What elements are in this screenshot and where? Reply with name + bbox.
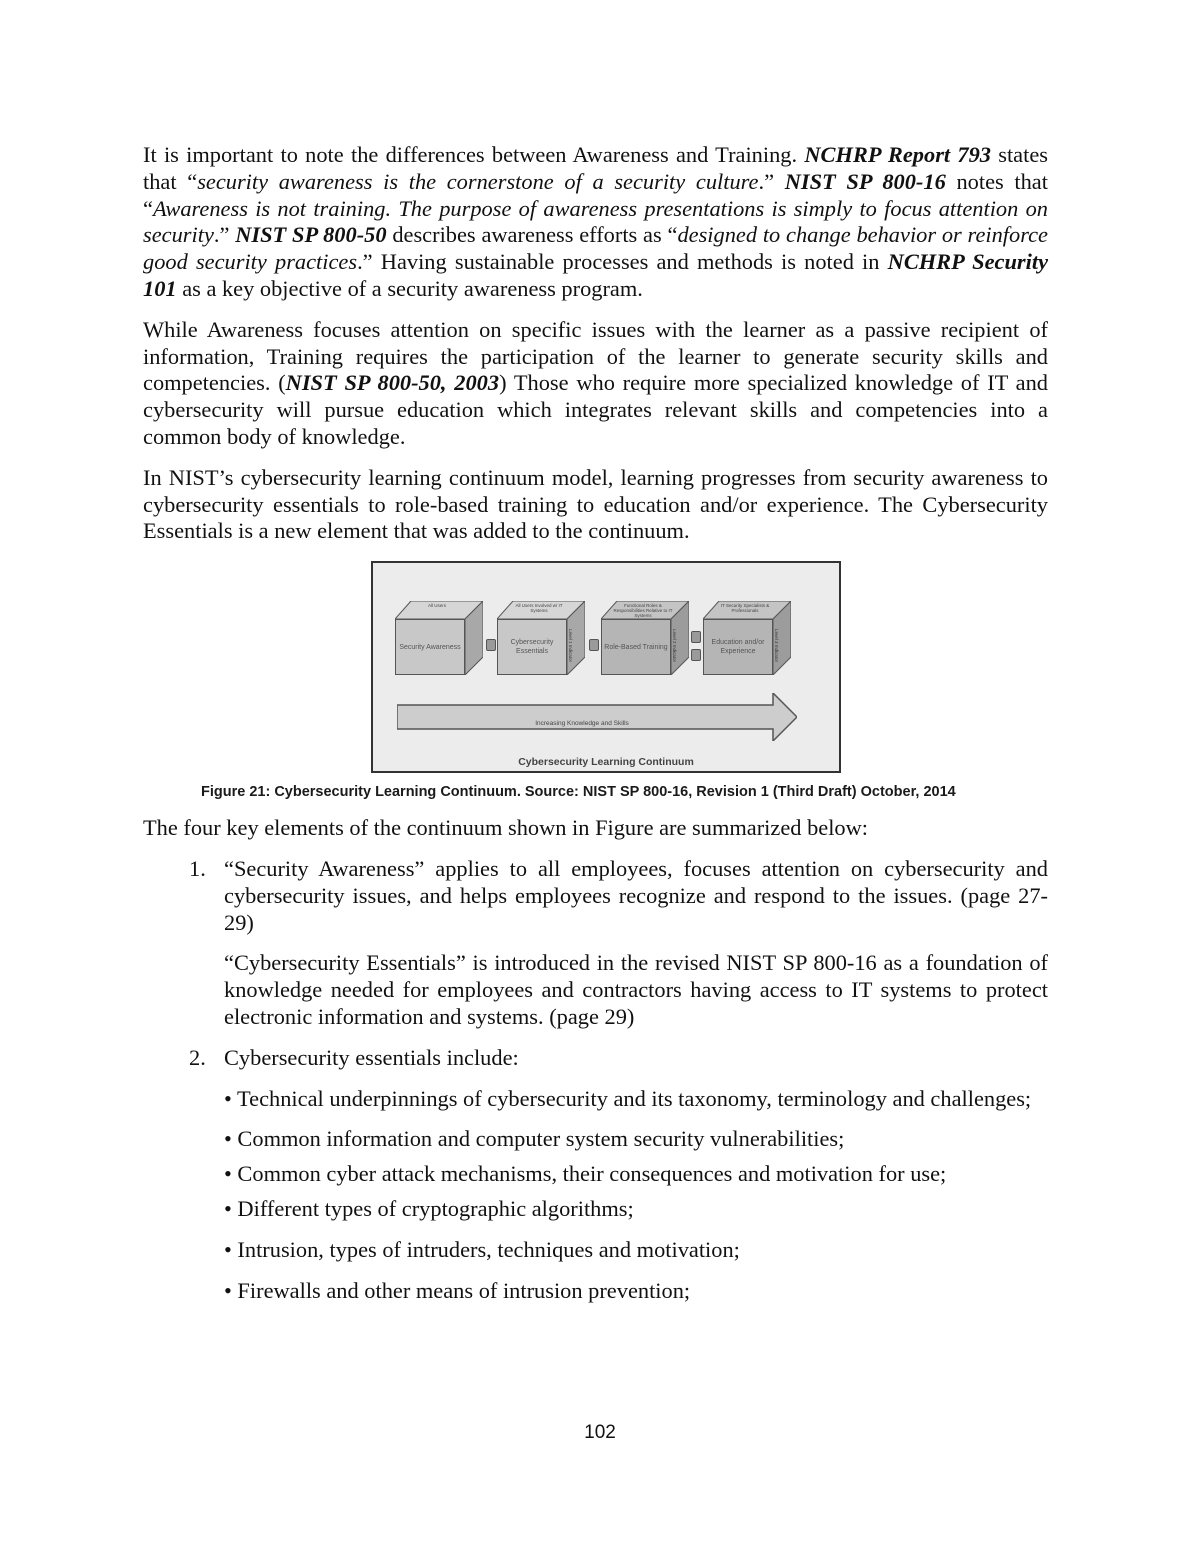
bullet-item: • Common information and computer system security vulnerabilities;	[224, 1126, 845, 1152]
cube-cybersecurity-essentials	[497, 601, 585, 677]
cube-top-label: Functional Roles & Responsibilities Relative to IT Systems	[613, 603, 673, 619]
cube-top-label: All Users	[427, 603, 446, 609]
bullet-item: • Different types of cryptographic algorithms;	[224, 1195, 634, 1221]
body-text: .”	[758, 168, 785, 194]
cube-label: Cybersecurity Essentials	[497, 619, 567, 675]
list-item-text: “Security Awareness” applies to all employees, focuses attention on cybersecurity and cybersecurity issues, and helps employees recognize and respond to the issues. (page 27- 29)	[224, 855, 1048, 935]
cube-top-label: IT Security Specialists & Professionals	[720, 603, 770, 614]
summary-intro: The four key elements of the continuum shown in Figure are summarized below:	[143, 815, 869, 841]
body-text: describes awareness efforts as “	[386, 222, 678, 248]
document-page	[143, 142, 1048, 1312]
list-item	[143, 1045, 1048, 1305]
cube-side-label: Level 3 Indicator	[774, 628, 779, 662]
connector-icon	[589, 639, 599, 651]
quoted-text: security awareness is the cornerstone of a security culture	[197, 168, 759, 194]
cube-label: Security Awareness	[395, 619, 465, 675]
body-text: ) Those who require more specialized knowledge of IT and cybersecurity will pursue education which integrates relevant skills and competencies into a common body of knowledge.	[143, 370, 1049, 449]
citation-reference: NIST SP 800-50	[235, 222, 387, 248]
bullet-item: • Technical underpinnings of cybersecurity and its taxonomy, terminology and challenges;	[224, 1085, 1032, 1111]
list-number: 2.	[189, 1044, 206, 1070]
cube-side-label: Level 2 Indicator	[672, 628, 677, 662]
quoted-text: Awareness is not training. The purpose of awareness presentations is simply to focus attention on security	[143, 195, 1048, 248]
cube-side-label: Level 1 Indicator	[568, 628, 573, 662]
figure-caption: Figure 21: Cybersecurity Learning Continuum. Source: NIST SP 800-16, Revision 1 (Third Draft) October, 2014	[201, 784, 956, 801]
cube-top-label: All Users Involved w/ IT Systems	[515, 603, 563, 614]
page-number: 102	[584, 1422, 616, 1443]
figure-container	[143, 561, 1048, 807]
bullet-item: • Intrusion, types of intruders, techniques and motivation;	[224, 1236, 740, 1262]
body-text: It is important to note the differences between Awareness and Training.	[143, 142, 805, 167]
diagram-title: Cybersecurity Learning Continuum	[518, 756, 694, 769]
bullet-item: • Firewalls and other means of intrusion prevention;	[224, 1277, 691, 1303]
list-number: 1.	[189, 855, 206, 881]
citation-reference: NIST SP 800-50, 2003	[285, 370, 500, 396]
connector-icon	[691, 631, 701, 643]
list-item-text: Cybersecurity essentials include:	[224, 1044, 519, 1070]
quoted-text: designed to change behavior or reinforce good security practices	[143, 222, 1048, 275]
body-text: as a key objective of a security awareness program.	[176, 275, 643, 301]
citation-reference: NCHRP Report 793	[804, 142, 991, 167]
paragraph-training-participation	[143, 317, 1048, 451]
key-elements-list	[143, 856, 1048, 1304]
citation-reference: NCHRP Security 101	[143, 249, 1049, 301]
cube-label: Education and/or Experience	[703, 619, 773, 675]
cube-role-based-training	[601, 601, 689, 677]
bullet-list	[224, 1086, 1048, 1305]
cube-education-experience	[703, 601, 791, 677]
list-item	[143, 856, 1048, 1031]
arrow-label: Increasing Knowledge and Skills	[535, 720, 629, 728]
body-text: .”	[213, 222, 236, 248]
body-text: notes that “	[143, 168, 1048, 221]
paragraph-learning-continuum: In NIST’s cybersecurity learning continuum model, learning progresses from security awareness to cybersecurity essentials to role-based training to education and/or experience. The Cybersecurity Essentials is a new element that was added to the continuum.	[143, 464, 1048, 544]
paragraph-awareness-vs-training	[143, 142, 1048, 303]
citation-reference: NIST SP 800-16	[784, 168, 946, 194]
bullet-item: • Common cyber attack mechanisms, their consequences and motivation for use;	[224, 1161, 947, 1187]
connector-icon	[486, 639, 496, 651]
continuum-diagram	[371, 561, 841, 773]
cube-label: Role-Based Training	[601, 619, 671, 675]
body-text: .” Having sustainable processes and methods is noted in	[357, 249, 888, 275]
body-text: states that “	[143, 142, 1048, 194]
connector-icon	[691, 649, 701, 661]
list-item-subparagraph: “Cybersecurity Essentials” is introduced in the revised NIST SP 800-16 as a foundation of knowledge needed for employees and contractors having access to IT systems to protect electronic information and systems. (page 29)	[224, 950, 1048, 1029]
body-text: While Awareness focuses attention on specific issues with the learner as a passive recipient of information, Training requires the participation of the learner to generate security skills and competencies. (	[143, 316, 1048, 396]
cube-security-awareness	[395, 601, 483, 677]
